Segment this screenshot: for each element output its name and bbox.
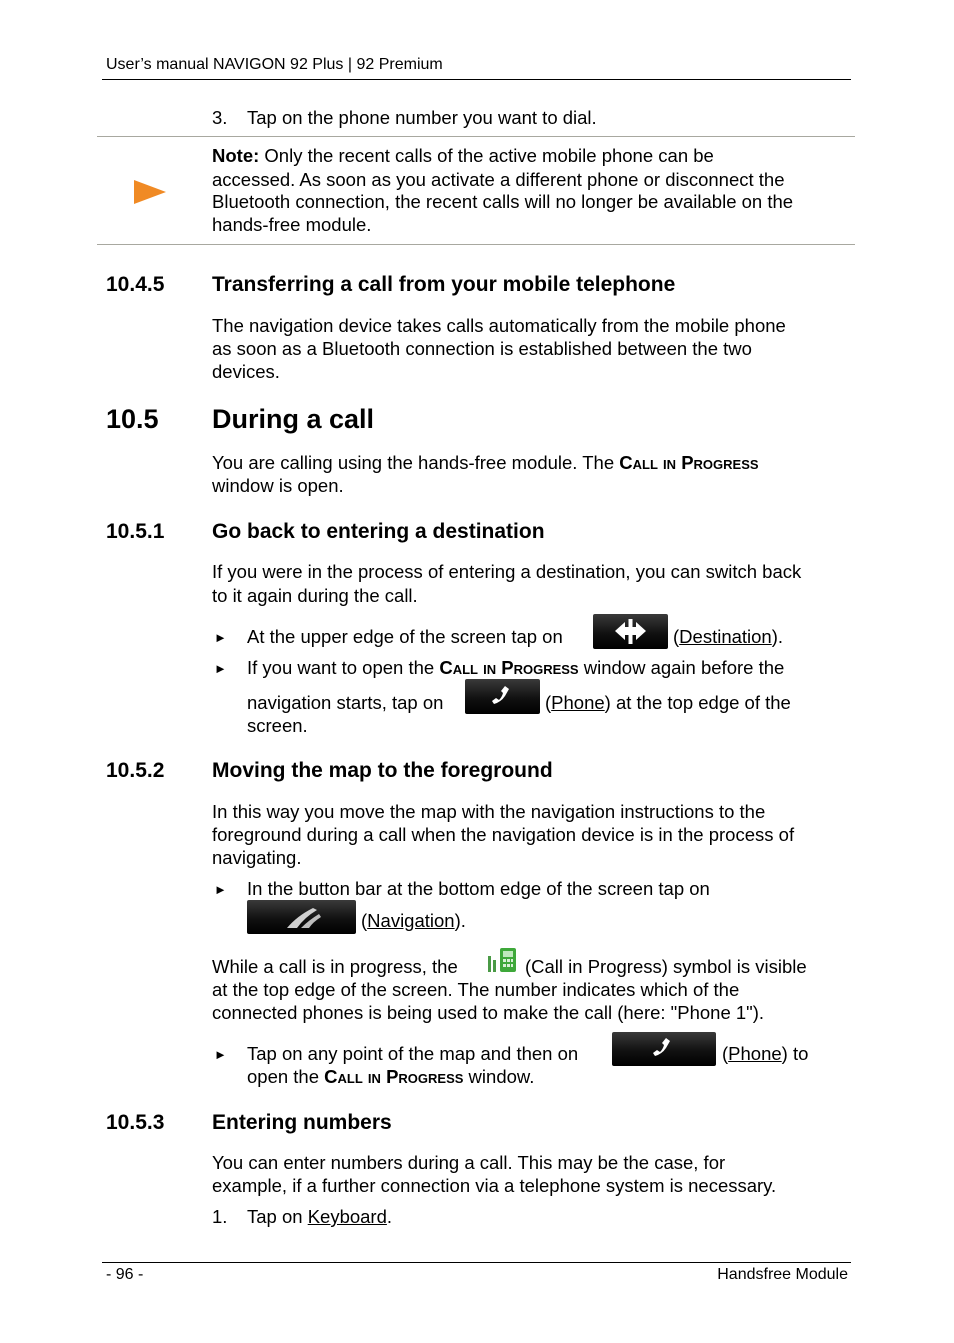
note-line-2: accessed. As soon as you activate a different phone or disconnect the [212, 169, 785, 190]
paragraph-line: to it again during the call. [212, 585, 418, 606]
phone-button[interactable] [465, 679, 540, 714]
destination-button[interactable] [593, 614, 668, 649]
section-title: Go back to entering a destination [212, 520, 545, 543]
section-number: 10.5.2 [106, 759, 165, 782]
phone-link[interactable]: Phone [728, 1043, 782, 1064]
navigation-link[interactable]: Navigation [367, 910, 455, 931]
step-text: Tap on the phone number you want to dial. [247, 107, 597, 128]
section-title: Entering numbers [212, 1111, 392, 1134]
bullet-text: navigation starts, tap on [247, 692, 444, 713]
phone-handset-icon [465, 679, 540, 714]
phone-handset-icon [612, 1032, 716, 1066]
running-header: User’s manual NAVIGON 92 Plus | 92 Premium [106, 56, 443, 73]
chapter-number: 10.5 [106, 404, 159, 434]
bullet-text: screen. [247, 715, 308, 736]
phone-link[interactable]: Phone [551, 692, 605, 713]
footer-section: Handsfree Module [717, 1266, 848, 1283]
paragraph-line: You can enter numbers during a call. This may be the case, for [212, 1152, 726, 1173]
paragraph-line: While a call is in progress, the [212, 956, 458, 977]
bullet-text: (Navigation). [361, 910, 466, 931]
section-title: Transferring a call from your mobile telephone [212, 273, 676, 296]
footer-rule [102, 1262, 851, 1263]
note-line-1: Note: Only the recent calls of the active mobile phone can be [212, 145, 714, 166]
section-number: 10.5.3 [106, 1111, 165, 1134]
destination-arrows-icon [593, 614, 668, 649]
bullet-text: open the Call in Progress window. [247, 1066, 535, 1087]
step-text: Tap on Keyboard. [247, 1206, 393, 1227]
paragraph-line: devices. [212, 361, 280, 382]
section-number: 10.5.1 [106, 520, 165, 543]
paragraph-line: at the top edge of the screen. The number indicates which of the [212, 979, 740, 1000]
paragraph-line: In this way you move the map with the navigation instructions to the [212, 801, 766, 822]
paragraph-line: If you were in the process of entering a destination, you can switch back [212, 561, 802, 582]
chapter-title: During a call [212, 404, 375, 434]
phone-button[interactable] [612, 1032, 716, 1066]
navigation-button[interactable] [247, 900, 356, 934]
header-rule [102, 79, 851, 80]
bullet-marker: ► [214, 1047, 227, 1062]
paragraph-line: connected phones is being used to make the call (here: "Phone 1"). [212, 1002, 765, 1023]
paragraph-line: example, if a further connection via a telephone system is necessary. [212, 1175, 777, 1196]
note-arrow-icon [132, 178, 168, 206]
paragraph-line: foreground during a call when the navigation device is in the process of [212, 824, 795, 845]
bullet-text: (Destination). [673, 626, 784, 647]
note-bottom-rule [97, 244, 855, 245]
paragraph-line: (Call in Progress) symbol is visible [525, 956, 807, 977]
section-number: 10.4.5 [106, 273, 165, 296]
call-in-progress-icon [486, 946, 518, 974]
step-number: 3. [212, 107, 228, 128]
paragraph-line: You are calling using the hands-free module. The Call in Progress [212, 452, 759, 473]
paragraph-line: window is open. [212, 475, 344, 496]
paragraph-line: The navigation device takes calls automatically from the mobile phone [212, 315, 786, 336]
bullet-text: (Phone) at the top edge of the [545, 692, 791, 713]
paragraph-line: navigating. [212, 847, 302, 868]
destination-link[interactable]: Destination [679, 626, 772, 647]
note-line-3: Bluetooth connection, the recent calls will no longer be available on the [212, 191, 794, 212]
bullet-text: (Phone) to [722, 1043, 809, 1064]
paragraph-line: as soon as a Bluetooth connection is established between the two [212, 338, 752, 359]
section-title: Moving the map to the foreground [212, 759, 553, 782]
bullet-marker: ► [214, 882, 227, 897]
step-number: 1. [212, 1206, 228, 1227]
bullet-text: Tap on any point of the map and then on [247, 1043, 579, 1064]
bullet-text: If you want to open the Call in Progress window again before the [247, 657, 785, 678]
keyboard-link[interactable]: Keyboard [307, 1206, 387, 1227]
bullet-marker: ► [214, 630, 227, 645]
navigation-road-icon [247, 900, 356, 934]
note-top-rule [97, 136, 855, 137]
bullet-marker: ► [214, 661, 227, 676]
bullet-text: At the upper edge of the screen tap on [247, 626, 563, 647]
note-line-4: hands-free module. [212, 214, 372, 235]
bullet-text: In the button bar at the bottom edge of the screen tap on [247, 878, 710, 899]
page-number: - 96 - [106, 1266, 144, 1283]
